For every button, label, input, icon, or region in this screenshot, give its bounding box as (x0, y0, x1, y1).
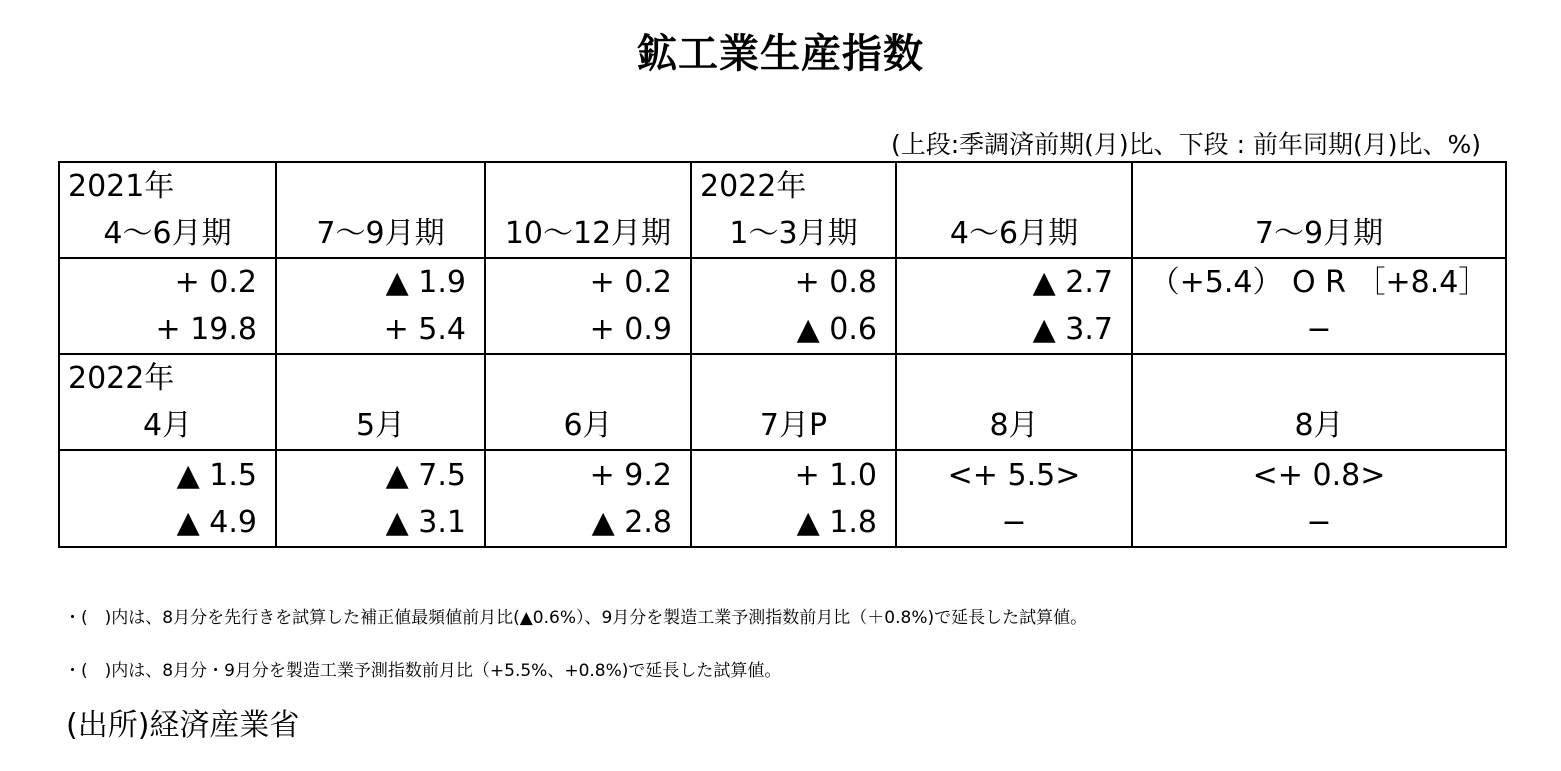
value-cell (59, 258, 276, 354)
lower-value: − (1001, 504, 1027, 540)
period-label: 7〜9月期 (316, 216, 445, 251)
page-title: 鉱工業生産指数 (637, 31, 924, 77)
month-header-row (59, 354, 1506, 450)
period-label: 8月 (1294, 408, 1344, 443)
footnote: ・( )内は、8月分を先行きを試算した補正値最頻値前月比(▲0.6%）、9月分を製造工業予測指数前月比（＋0.8%)で延長した試算値。 (64, 608, 1088, 628)
year-label (692, 355, 895, 402)
month-values-row (59, 450, 1506, 547)
header-cell (276, 354, 485, 450)
value-cell (691, 258, 896, 354)
value-cell (691, 450, 896, 547)
year-label (277, 355, 484, 402)
period-label: 8月 (989, 408, 1039, 443)
value-cell (485, 450, 691, 547)
lower-value: ▲ 1.8 (796, 504, 877, 540)
period-label: 5月 (355, 408, 406, 443)
lower-value: − (1306, 504, 1332, 540)
header-cell (691, 354, 896, 450)
period-label: 4月 (142, 408, 193, 443)
value-cell (896, 450, 1132, 547)
lower-value: ▲ 3.1 (385, 504, 466, 540)
unit-note: (上段:季調済前期(月)比、下段 : 前年同期(月)比、%) (890, 130, 1481, 159)
year-label: 2022年 (700, 169, 807, 204)
header-cell (896, 162, 1132, 258)
upper-value: ▲ 2.7 (1032, 265, 1113, 300)
lower-value: ▲ 3.7 (1032, 312, 1113, 347)
header-cell (1132, 354, 1506, 450)
lower-value: ▲ 4.9 (176, 504, 257, 540)
upper-value: ▲ 1.9 (385, 265, 466, 300)
period-label: 6月 (563, 408, 613, 443)
footnote: ・( )内は、8月分・9月分を製造工業予測指数前月比（+5.5%、+0.8%)で延長した試算値。 (64, 661, 782, 681)
upper-value: ▲ 7.5 (385, 457, 466, 493)
year-label (1133, 163, 1505, 210)
lower-value: + 0.9 (589, 312, 672, 347)
value-cell (276, 450, 485, 547)
upper-value: + 0.8 (794, 265, 877, 300)
year-label (486, 355, 690, 402)
production-index-table (58, 161, 1507, 548)
header-cell (896, 354, 1132, 450)
period-label: 1〜3月期 (729, 216, 858, 251)
value-cell (1132, 258, 1506, 354)
year-label (897, 163, 1131, 210)
year-label: 2022年 (68, 361, 175, 396)
upper-value: + 0.2 (174, 265, 257, 300)
year-label (486, 163, 690, 210)
period-label: 4〜6月期 (949, 216, 1079, 251)
year-label (277, 163, 484, 210)
period-label: 7月P (759, 408, 828, 443)
period-label: 7〜9月期 (1254, 216, 1384, 251)
upper-value: + 0.2 (589, 265, 672, 300)
value-cell (59, 450, 276, 547)
header-cell (691, 162, 896, 258)
lower-value: + 19.8 (155, 312, 257, 347)
header-cell (485, 162, 691, 258)
lower-value: ▲ 2.8 (591, 504, 672, 540)
source-label: (出所)経済産業省 (66, 708, 300, 743)
value-cell (896, 258, 1132, 354)
header-cell (485, 354, 691, 450)
value-cell (276, 258, 485, 354)
upper-value: ▲ 1.5 (176, 457, 257, 493)
period-label: 4〜6月期 (103, 216, 232, 251)
lower-value: ▲ 0.6 (796, 312, 877, 347)
lower-value: − (1306, 312, 1332, 347)
year-label (1133, 355, 1505, 402)
upper-value: + 1.0 (794, 457, 877, 493)
value-cell (485, 258, 691, 354)
quarter-header-row (59, 162, 1506, 258)
header-cell (59, 354, 276, 450)
header-cell (276, 162, 485, 258)
value-cell (1132, 450, 1506, 547)
upper-value: <+ 5.5> (947, 457, 1081, 493)
lower-value: + 5.4 (383, 312, 466, 347)
upper-value: （+5.4） O R ［+8.4］ (1149, 265, 1489, 300)
quarter-values-row (59, 258, 1506, 354)
year-label (897, 355, 1131, 402)
year-label: 2021年 (68, 169, 175, 204)
header-cell (1132, 162, 1506, 258)
header-cell (59, 162, 276, 258)
upper-value: <+ 0.8> (1252, 457, 1386, 493)
period-label: 10〜12月期 (504, 216, 672, 251)
upper-value: + 9.2 (589, 457, 672, 493)
